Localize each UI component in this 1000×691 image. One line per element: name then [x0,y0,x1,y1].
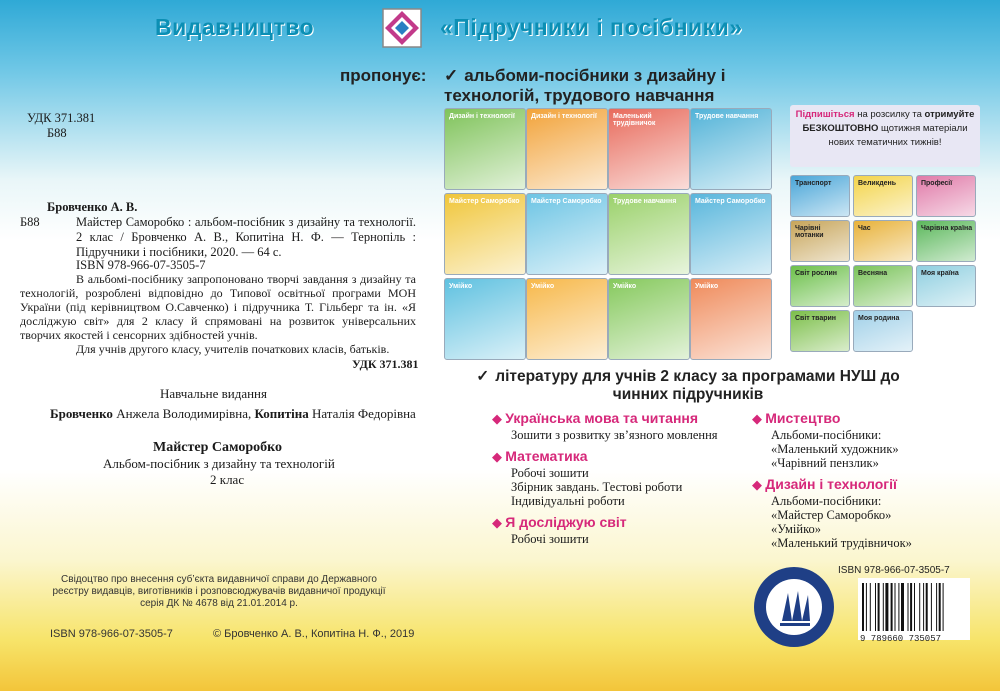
barcode-bar [898,583,899,631]
poster-cover-title: Великдень [858,180,897,187]
literature-heading-text: літературу для учнів 2 класу за програмами НУШ до чинних підручників [495,368,900,403]
barcode-bar [931,583,932,631]
literature-heading [468,368,908,404]
book-cover-title: Майстер Саморобко [695,198,766,205]
book-cover-title: Умійко [695,283,719,290]
poster-cover [853,220,913,262]
barcode-bar [885,583,888,631]
barcode-bar [862,583,864,631]
isbn-bottom: ISBN 978-966-07-3505-7 [50,628,173,640]
poster-cover-title: Моя країна [921,270,959,277]
promo-part2: щотижня матеріали нових тематичних тижнів! [828,123,968,148]
book-cover [526,278,608,360]
book-cover [690,108,772,190]
udk-code: УДК 371.381 [27,111,96,125]
barcode-bar [908,583,909,631]
barcode-isbn: ISBN 978-966-07-3505-7 [838,565,950,576]
book-cover [444,193,526,275]
book-cover-title: Маленький трудівничок [613,113,656,127]
subject-design [752,476,972,494]
copyright: © Бровченко А. В., Копитіна Н. Ф., 2019 [213,628,415,640]
poster-cover-title: Моя родина [858,315,900,322]
subject-ukrainian [492,410,742,428]
book-cover-title: Умійко [449,283,473,290]
poster-covers-grid [790,175,980,355]
book-title: Майстер Саморобко [153,440,283,455]
poster-cover-title: Чарівна країна [921,225,973,232]
book-cover-title: Трудове навчання [695,113,759,120]
authors-full [50,406,416,422]
bbk-code-biblio: Б88 [20,215,40,229]
list-item: Альбоми-посібники: [771,494,882,508]
offers-label: пропонує: [340,66,427,85]
udk-code-bottom: УДК 371.381 [352,357,419,371]
book-covers-grid [444,108,772,363]
edition-type: Навчальне видання [160,386,267,401]
publisher-label: Видавництво [155,14,315,40]
poster-cover-title: Весняна [858,270,888,277]
list-item: Зошити з розвитку зв’язного мовлення [511,428,718,442]
subject-title: Математика [505,448,588,464]
author2-names: Наталія Федорівна [308,406,416,421]
subject-title: Мистецтво [765,410,841,426]
poster-cover [916,175,976,217]
poster-cover [916,265,976,307]
diamond-bullet-icon: ◆ [492,515,506,530]
poster-cover [790,265,850,307]
poster-cover [790,310,850,352]
barcode-bar [883,583,884,631]
list-item: Робочі зошити [511,466,589,480]
quality-seal-icon [752,565,836,649]
poster-cover-title: Професії [921,180,953,187]
book-cover-title: Майстер Саморобко [531,198,602,205]
barcode-bar [943,583,944,631]
book-cover-title: Майстер Саморобко [449,198,520,205]
offer-albums-text: альбоми-посібники з дизайну і технологій, трудового навчання [444,66,726,105]
literature-right-column [752,410,972,550]
subject-title: Українська мова та читання [505,410,699,426]
book-cover [526,193,608,275]
author1-names: Анжела Володимирівна, [112,406,255,421]
bibliographic-record: Майстер Саморобко : альбом-посібник з дизайну та технології. 2 клас / Бровченко А. В., Копитіна Н. Ф. — Тернопіль : Підручники і посібники, 2020. — 64 с. [76,215,416,259]
isbn-record: ISBN 978-966-07-3505-7 [76,258,206,272]
book-cover-title: Трудове навчання [613,198,677,205]
subject-title: Я досліджую світ [505,514,627,530]
barcode-bar [923,583,924,631]
checkmark-icon: ✓ [476,368,490,385]
barcode-bar [901,583,904,631]
list-item: «Чарівний пензлик» [771,456,879,470]
publisher-certificate: Свідоцтво про внесення суб’єкта видавничої справи до Державного реєстру видавців, виготівників і розповсюджувачів видавничої продукції серія ДК № 4678 від 21.01.2014 р. [52,574,386,609]
list-item: «Маленький трудівничок» [771,536,912,550]
subject-math [492,448,742,466]
book-cover [690,193,772,275]
audience: Для учнів другого класу, учителів початкових класів, батьків. [76,342,390,356]
barcode-bar [866,583,867,631]
author2-surname: Копитіна [254,406,309,421]
list-item: «Майстер Саморобко» [771,508,892,522]
promo-subscribe: Підпишіться [795,109,855,120]
bbk-code: Б88 [47,126,67,140]
book-subtitle: Альбом-посібник з дизайну та технологій [103,456,335,471]
book-cover-title: Дизайн і технології [449,113,515,120]
poster-cover-title: Час [858,225,871,232]
book-cover-title: Умійко [531,283,555,290]
barcode-bar [878,583,880,631]
subject-title: Дизайн і технології [765,476,897,492]
barcode-bar [926,583,928,631]
poster-cover-title: Світ рослин [795,270,838,277]
poster-cover [853,310,913,352]
book-cover-title: Умійко [613,283,637,290]
book-cover [608,193,690,275]
book-cover [526,108,608,190]
poster-cover-title: Світ тварин [795,315,837,322]
barcode-bar [919,583,920,631]
list-item: Збірник завдань. Тестові роботи [511,480,683,494]
barcode-bar [875,583,876,631]
poster-cover-title: Транспорт [795,180,832,187]
book-grade: 2 клас [210,472,245,487]
diamond-bullet-icon: ◆ [492,411,506,426]
diamond-bullet-icon: ◆ [752,411,766,426]
barcode-bar [910,583,912,631]
poster-cover [916,220,976,262]
poster-cover-title: Чарівні мотанки [795,225,824,239]
offer-albums [444,66,824,106]
promo-text [795,108,975,150]
book-cover [444,278,526,360]
list-item: «Умійко» [771,522,822,536]
publisher-logo-icon [382,8,422,48]
barcode-number: 9 789660 735057 [860,634,942,644]
barcode-bar [870,583,871,631]
list-item: Індивідуальні роботи [511,494,625,508]
publisher-name: «Підручники і посібники» [440,14,743,40]
diamond-bullet-icon: ◆ [492,449,506,464]
book-cover [608,278,690,360]
book-cover-title: Дизайн і технології [531,113,597,120]
barcode-icon [858,578,970,640]
list-item: Робочі зошити [511,532,589,546]
subject-world [492,514,742,532]
poster-cover [853,265,913,307]
barcode-bar [914,583,915,631]
barcode-bar [936,583,937,631]
barcode-bar [891,583,893,631]
poster-cover [853,175,913,217]
promo-free: отримуйте БЕЗКОШТОВНО [802,109,975,134]
list-item: «Маленький художник» [771,442,899,456]
subject-art [752,410,972,428]
checkmark-icon: ✓ [444,66,459,85]
annotation: В альбомі-посібнику запропоновано творчі завдання з дизайну та технологій, розроблені відповідно до Типової освітньої програми МОН України (під керівництвом О.Савченко) і підручника Т. Гільберг та ін. «Я досліджую світ» для 2 класу й спрямовані на розвиток універсальних творчих якостей і сенсорних здібностей учнів. [20,272,416,342]
diamond-bullet-icon: ◆ [752,477,766,492]
barcode-bar [895,583,896,631]
literature-left-column [492,410,742,546]
book-cover [608,108,690,190]
book-cover [690,278,772,360]
author-heading: Бровченко А. В. [47,200,138,214]
list-item: Альбоми-посібники: [771,428,882,442]
promo-part1: на розсилку та [854,109,925,120]
author1-surname: Бровченко [50,406,113,421]
poster-cover [790,175,850,217]
poster-cover [790,220,850,262]
book-cover [444,108,526,190]
barcode-bar [939,583,941,631]
